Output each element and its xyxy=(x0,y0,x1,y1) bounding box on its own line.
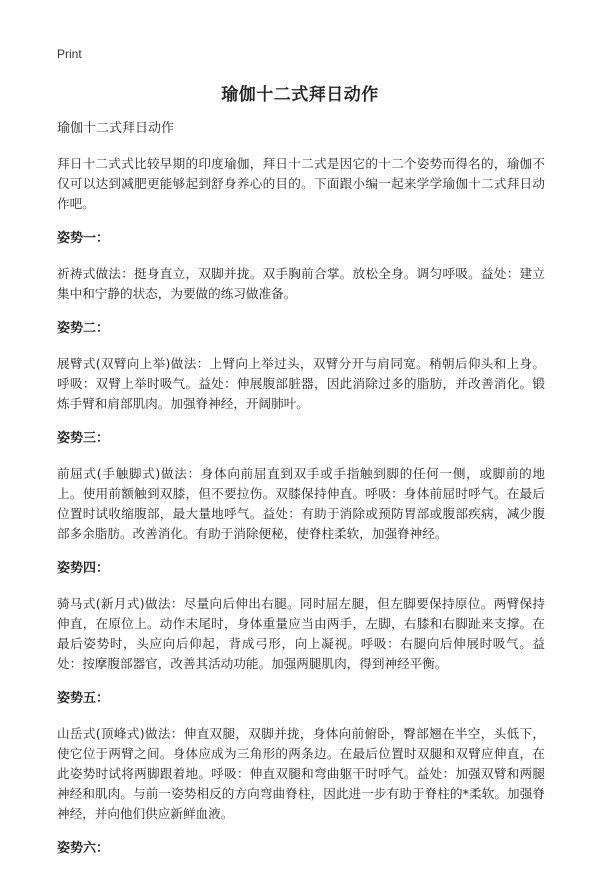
section-text-1: 祈祷式做法：挺身直立，双脚并拢。双手胸前合掌。放松全身。调匀呼吸。益处：建立集中和宁静的状态，为要做的练习做准备。 xyxy=(57,266,545,301)
print-link[interactable]: Print xyxy=(57,47,82,61)
section-heading-2: 姿势二： xyxy=(57,321,110,336)
section-heading-1: 姿势一： xyxy=(57,231,110,246)
intro-paragraph: 拜日十二式式比较早期的印度瑜伽，拜日十二式是因它的十二个姿势而得名的，瑜伽不仅可以达到减肥更能够起到舒身养心的目的。下面跟小编一起来学学瑜伽十二式拜日动作吧。 xyxy=(57,156,545,211)
section-heading-4: 姿势四： xyxy=(57,561,110,576)
section-text-4: 骑马式(新月式)做法：尽量向后伸出右腿。同时屈左腿，但左脚要保持原位。两臂保持伸直，在原位上。动作末尾时，身体重量应当由两手，左脚，右膝和右脚趾来支撑。在最后姿势时，头应向后仰起，背成弓形，向上凝视。呼吸：右腿向后伸展时吸气。益处：按摩腹部器官，改善其活动功能。加强两腿肌肉，得到神经平衡。 xyxy=(57,596,545,671)
section-heading-5: 姿势五： xyxy=(57,691,110,706)
section-heading-6: 姿势六： xyxy=(57,841,110,856)
section-heading-3: 姿势三： xyxy=(57,431,110,446)
section-text-2: 展臂式(双臂向上举)做法：上臂向上举过头，双臂分开与肩同宽。稍朝后仰头和上身。呼吸：双臂上举时吸气。益处：伸展腹部脏器，因此消除过多的脂肪，并改善消化。锻炼手臂和肩部肌肉。加强脊神经，开阔肺叶。 xyxy=(57,356,545,411)
document-subtitle: 瑜伽十二式拜日动作 xyxy=(57,121,175,136)
section-text-3: 前屈式(手触脚式)做法：身体向前屈直到双手或手指触到脚的任何一侧，或脚前的地上。使用前额触到双膝，但不要拉伤。双膝保持伸直。呼吸：身体前屈时呼气。在最后位置时试收缩腹部，最大量地呼气。益处：有助于消除或预防胃部或腹部疾病，减少腹部多余脂肪。改善消化。有助于消除便秘，使脊柱柔软，加强脊神经。 xyxy=(57,466,545,541)
section-text-5: 山岳式(顶峰式)做法：伸直双腿，双脚并拢，身体向前俯卧，臀部翘在半空，头低下，使它位于两臂之间。身体应成为三角形的两条边。在最后位置时双腿和双臂应伸直，在此姿势时试将两脚跟着地。呼吸：伸直双腿和弯曲躯干时呼气。益处：加强双臂和两腿神经和肌肉。与前一姿势相反的方向弯曲脊柱，因此进一步有助于脊柱的*柔软。加强脊神经，并向他们供应新鲜血液。 xyxy=(57,726,545,821)
document-body xyxy=(57,119,545,874)
page-title: 瑜伽十二式拜日动作 xyxy=(221,85,379,105)
